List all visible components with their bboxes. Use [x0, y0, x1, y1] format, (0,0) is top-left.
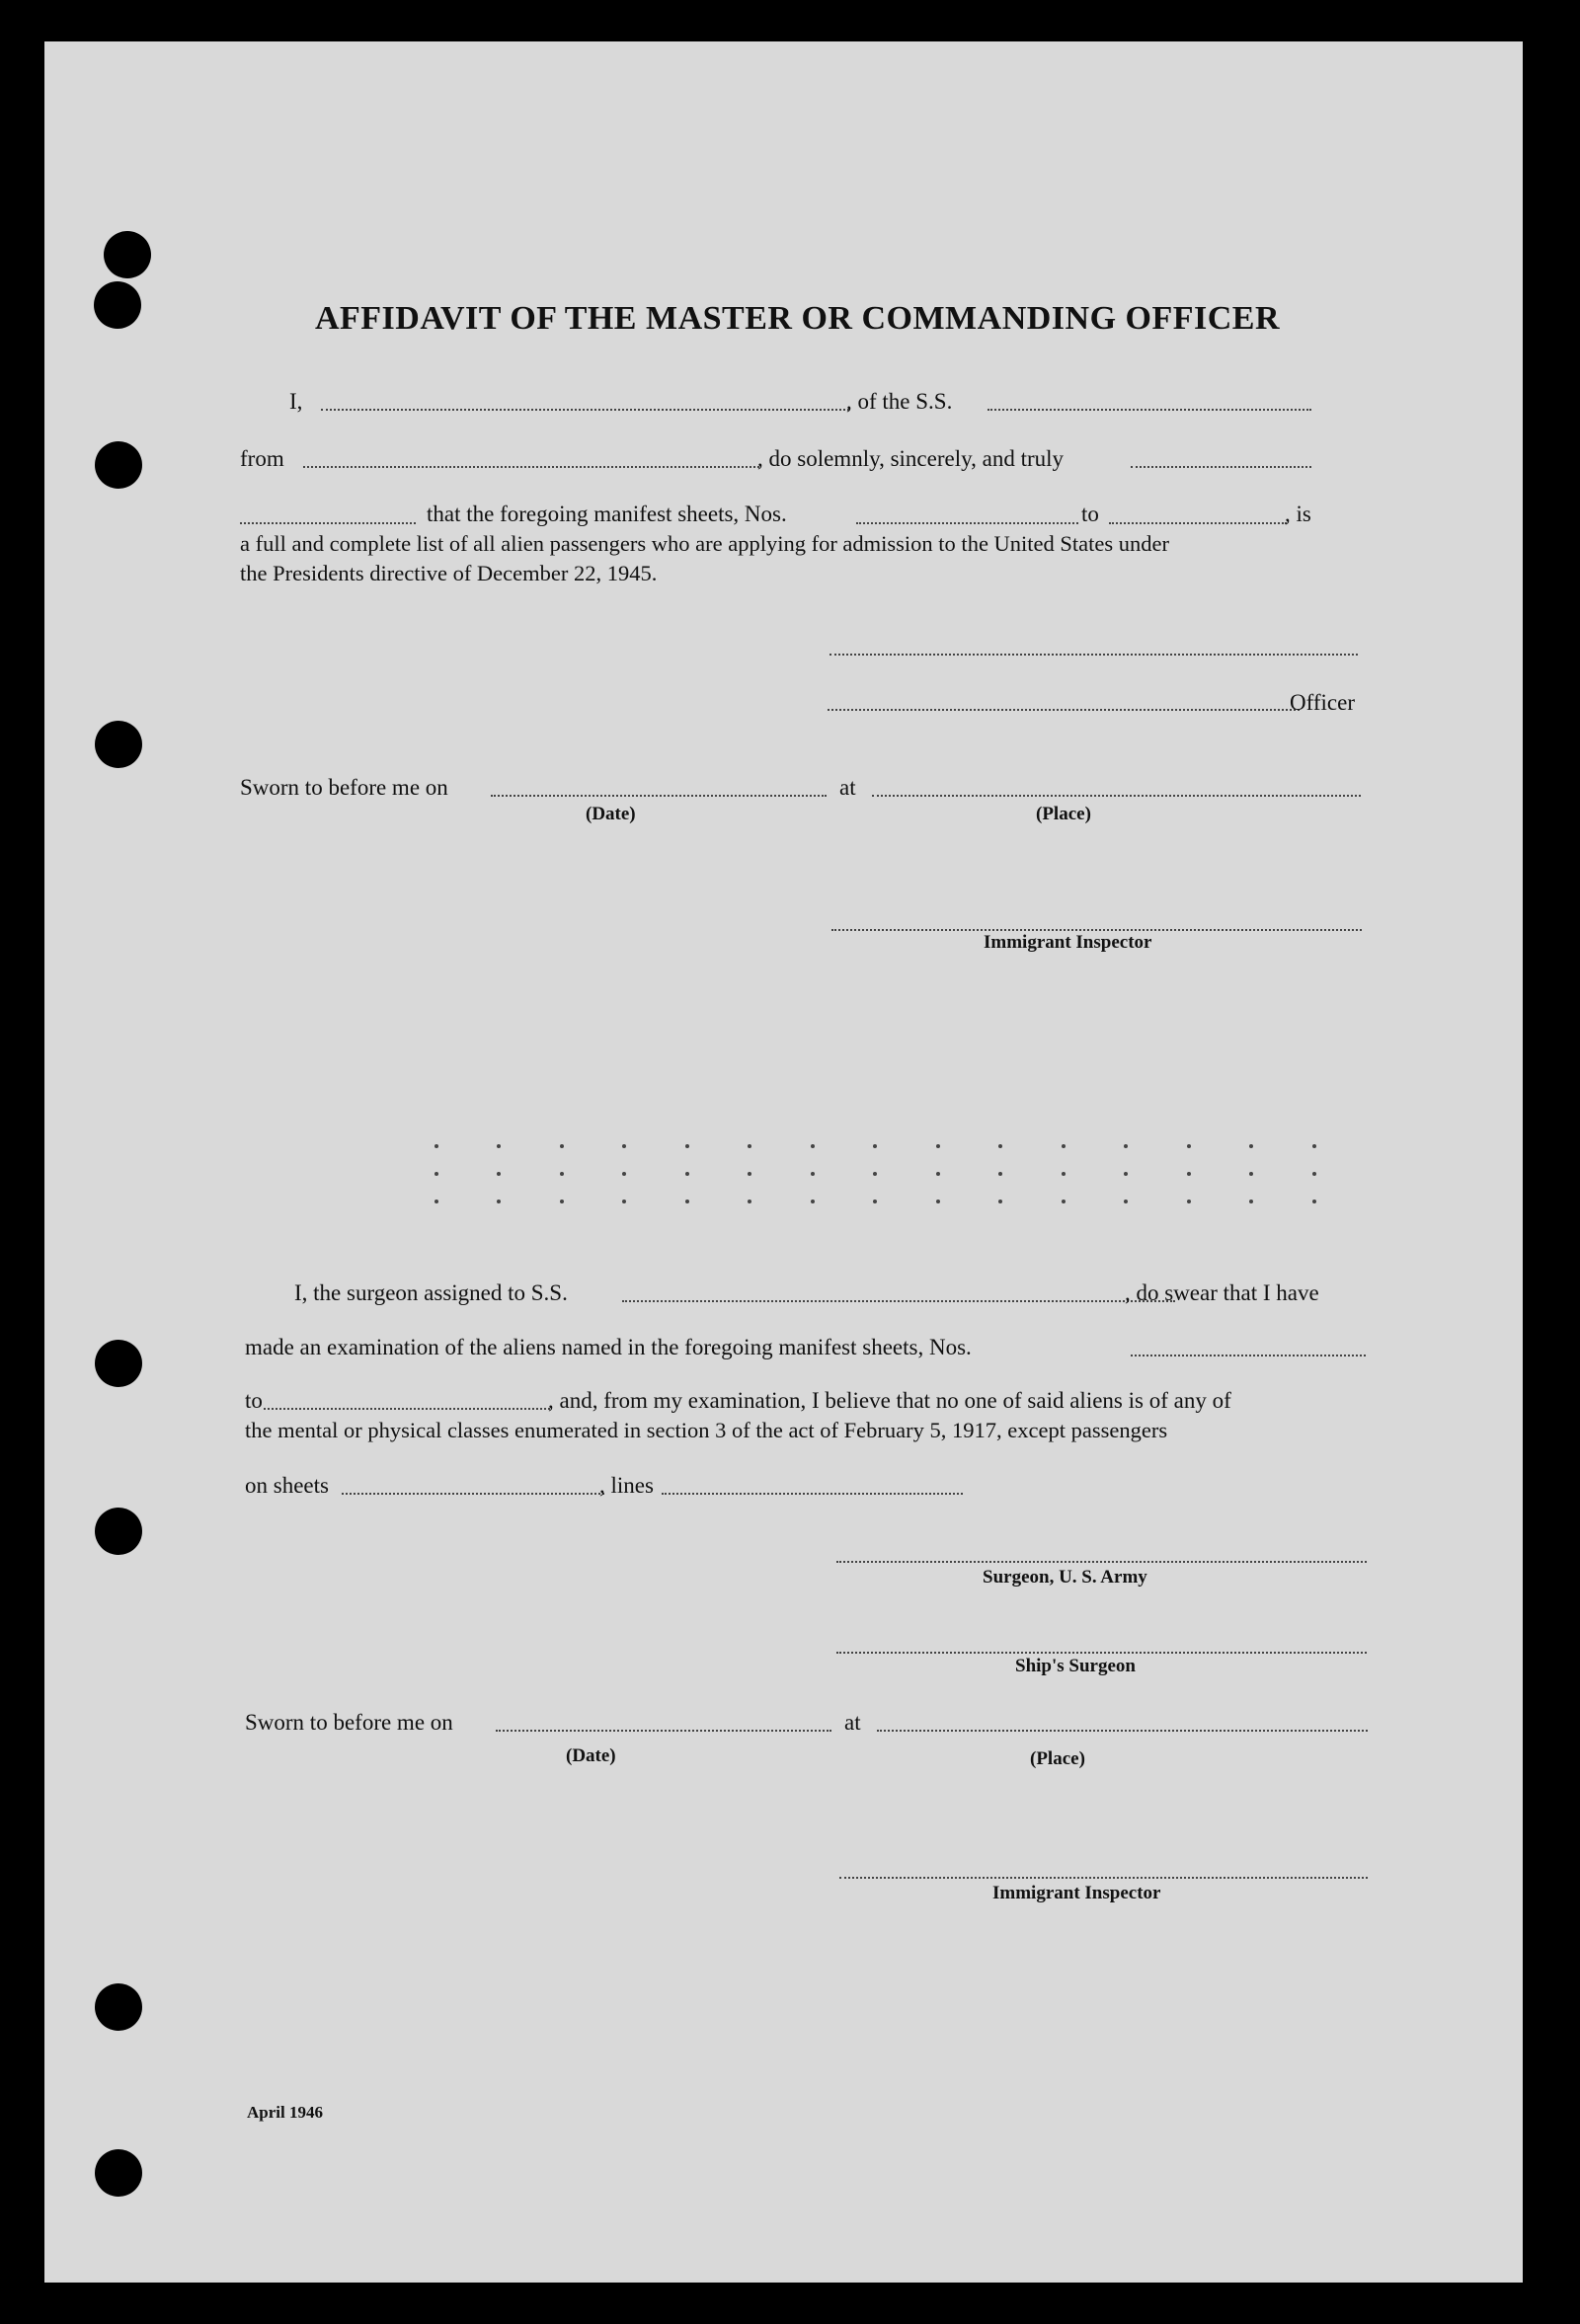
master-inspector-label: Immigrant Inspector: [984, 932, 1152, 953]
master-inspector-signature[interactable]: [831, 929, 1362, 931]
surgeon-except-lines-field[interactable]: [662, 1493, 963, 1495]
form-sheet: [44, 41, 1523, 2283]
surgeon-line1-prefix: I, the surgeon assigned to S.S.: [294, 1280, 568, 1305]
punch-hole: [95, 1983, 142, 2031]
surgeon-sworn-place-field[interactable]: [877, 1730, 1368, 1732]
surgeon-line3-prefix: to: [245, 1388, 263, 1413]
surgeon-line5-prefix: on sheets: [245, 1473, 329, 1498]
master-line3-end: , is: [1285, 502, 1311, 526]
surgeon-line4: the mental or physical classes enumerated in section 3 of the act of February 5, 1917, except passengers: [245, 1418, 1168, 1442]
surgeon-line5-mid: , lines: [599, 1473, 654, 1498]
origin-port-field[interactable]: [303, 466, 759, 468]
army-surgeon-signature[interactable]: [836, 1561, 1367, 1563]
master-line3-to: to: [1081, 502, 1099, 526]
ship-surgeon-signature[interactable]: [836, 1652, 1367, 1654]
form-title: AFFIDAVIT OF THE MASTER OR COMMANDING OFFICER: [314, 300, 1281, 337]
surgeon-date-label: (Date): [566, 1745, 616, 1766]
surgeon-line3-rest: , and, from my examination, I believe that no one of said aliens is of any of: [548, 1388, 1231, 1413]
punch-hole: [95, 441, 142, 489]
master-sworn-prefix: Sworn to before me on: [240, 775, 448, 800]
master-line1-mid: , of the S.S.: [846, 389, 953, 414]
master-line5: the Presidents directive of December 22, 1945.: [240, 561, 658, 585]
ship-surgeon-label: Ship's Surgeon: [1015, 1656, 1136, 1676]
master-sworn-at: at: [839, 775, 856, 800]
surgeon-place-label: (Place): [1030, 1748, 1085, 1769]
master-line3-mid: that the foregoing manifest sheets, Nos.: [427, 502, 787, 526]
form-date: April 1946: [247, 2103, 323, 2122]
master-line1-prefix: I,: [289, 389, 303, 414]
sheets-from-field[interactable]: [856, 522, 1078, 524]
master-line4: a full and complete list of all alien passengers who are applying for admission to the United States under: [240, 531, 1170, 556]
master-line2-prefix: from: [240, 446, 284, 471]
officer-label: Officer: [1290, 690, 1355, 715]
sheets-to-field[interactable]: [1109, 522, 1287, 524]
punch-hole: [95, 1508, 142, 1555]
punch-hole: [95, 721, 142, 768]
surgeon-line2: made an examination of the aliens named in the foregoing manifest sheets, Nos.: [245, 1335, 972, 1359]
army-surgeon-label: Surgeon, U. S. Army: [983, 1567, 1147, 1588]
master-sworn-place-field[interactable]: [872, 795, 1361, 797]
punch-hole: [104, 231, 151, 278]
punch-hole: [95, 2149, 142, 2197]
surgeon-line1-end: , do swear that I have: [1125, 1280, 1319, 1305]
surgeon-inspector-signature[interactable]: [839, 1877, 1368, 1879]
officer-signature-line-1[interactable]: [830, 654, 1358, 656]
surgeon-sheets-to-field[interactable]: [264, 1408, 550, 1410]
master-line2-mid: , do solemnly, sincerely, and truly: [757, 446, 1065, 471]
master-place-label: (Place): [1036, 804, 1091, 824]
surgeon-sworn-date-field[interactable]: [496, 1730, 831, 1732]
master-sworn-date-field[interactable]: [491, 795, 827, 797]
surgeon-except-sheets-field[interactable]: [342, 1493, 604, 1495]
surgeon-sworn-prefix: Sworn to before me on: [245, 1710, 453, 1735]
oath-field-2[interactable]: [240, 522, 416, 524]
master-name-field[interactable]: [321, 409, 849, 411]
ship-name-field[interactable]: [988, 409, 1311, 411]
surgeon-ship-field[interactable]: [622, 1300, 1175, 1302]
master-date-label: (Date): [586, 804, 636, 824]
surgeon-sheets-from-field[interactable]: [1131, 1355, 1366, 1356]
punch-hole: [95, 1340, 142, 1387]
officer-signature-line-2[interactable]: [828, 709, 1300, 711]
surgeon-sworn-at: at: [844, 1710, 861, 1735]
oath-field-1[interactable]: [1131, 466, 1311, 468]
surgeon-inspector-label: Immigrant Inspector: [992, 1883, 1161, 1903]
